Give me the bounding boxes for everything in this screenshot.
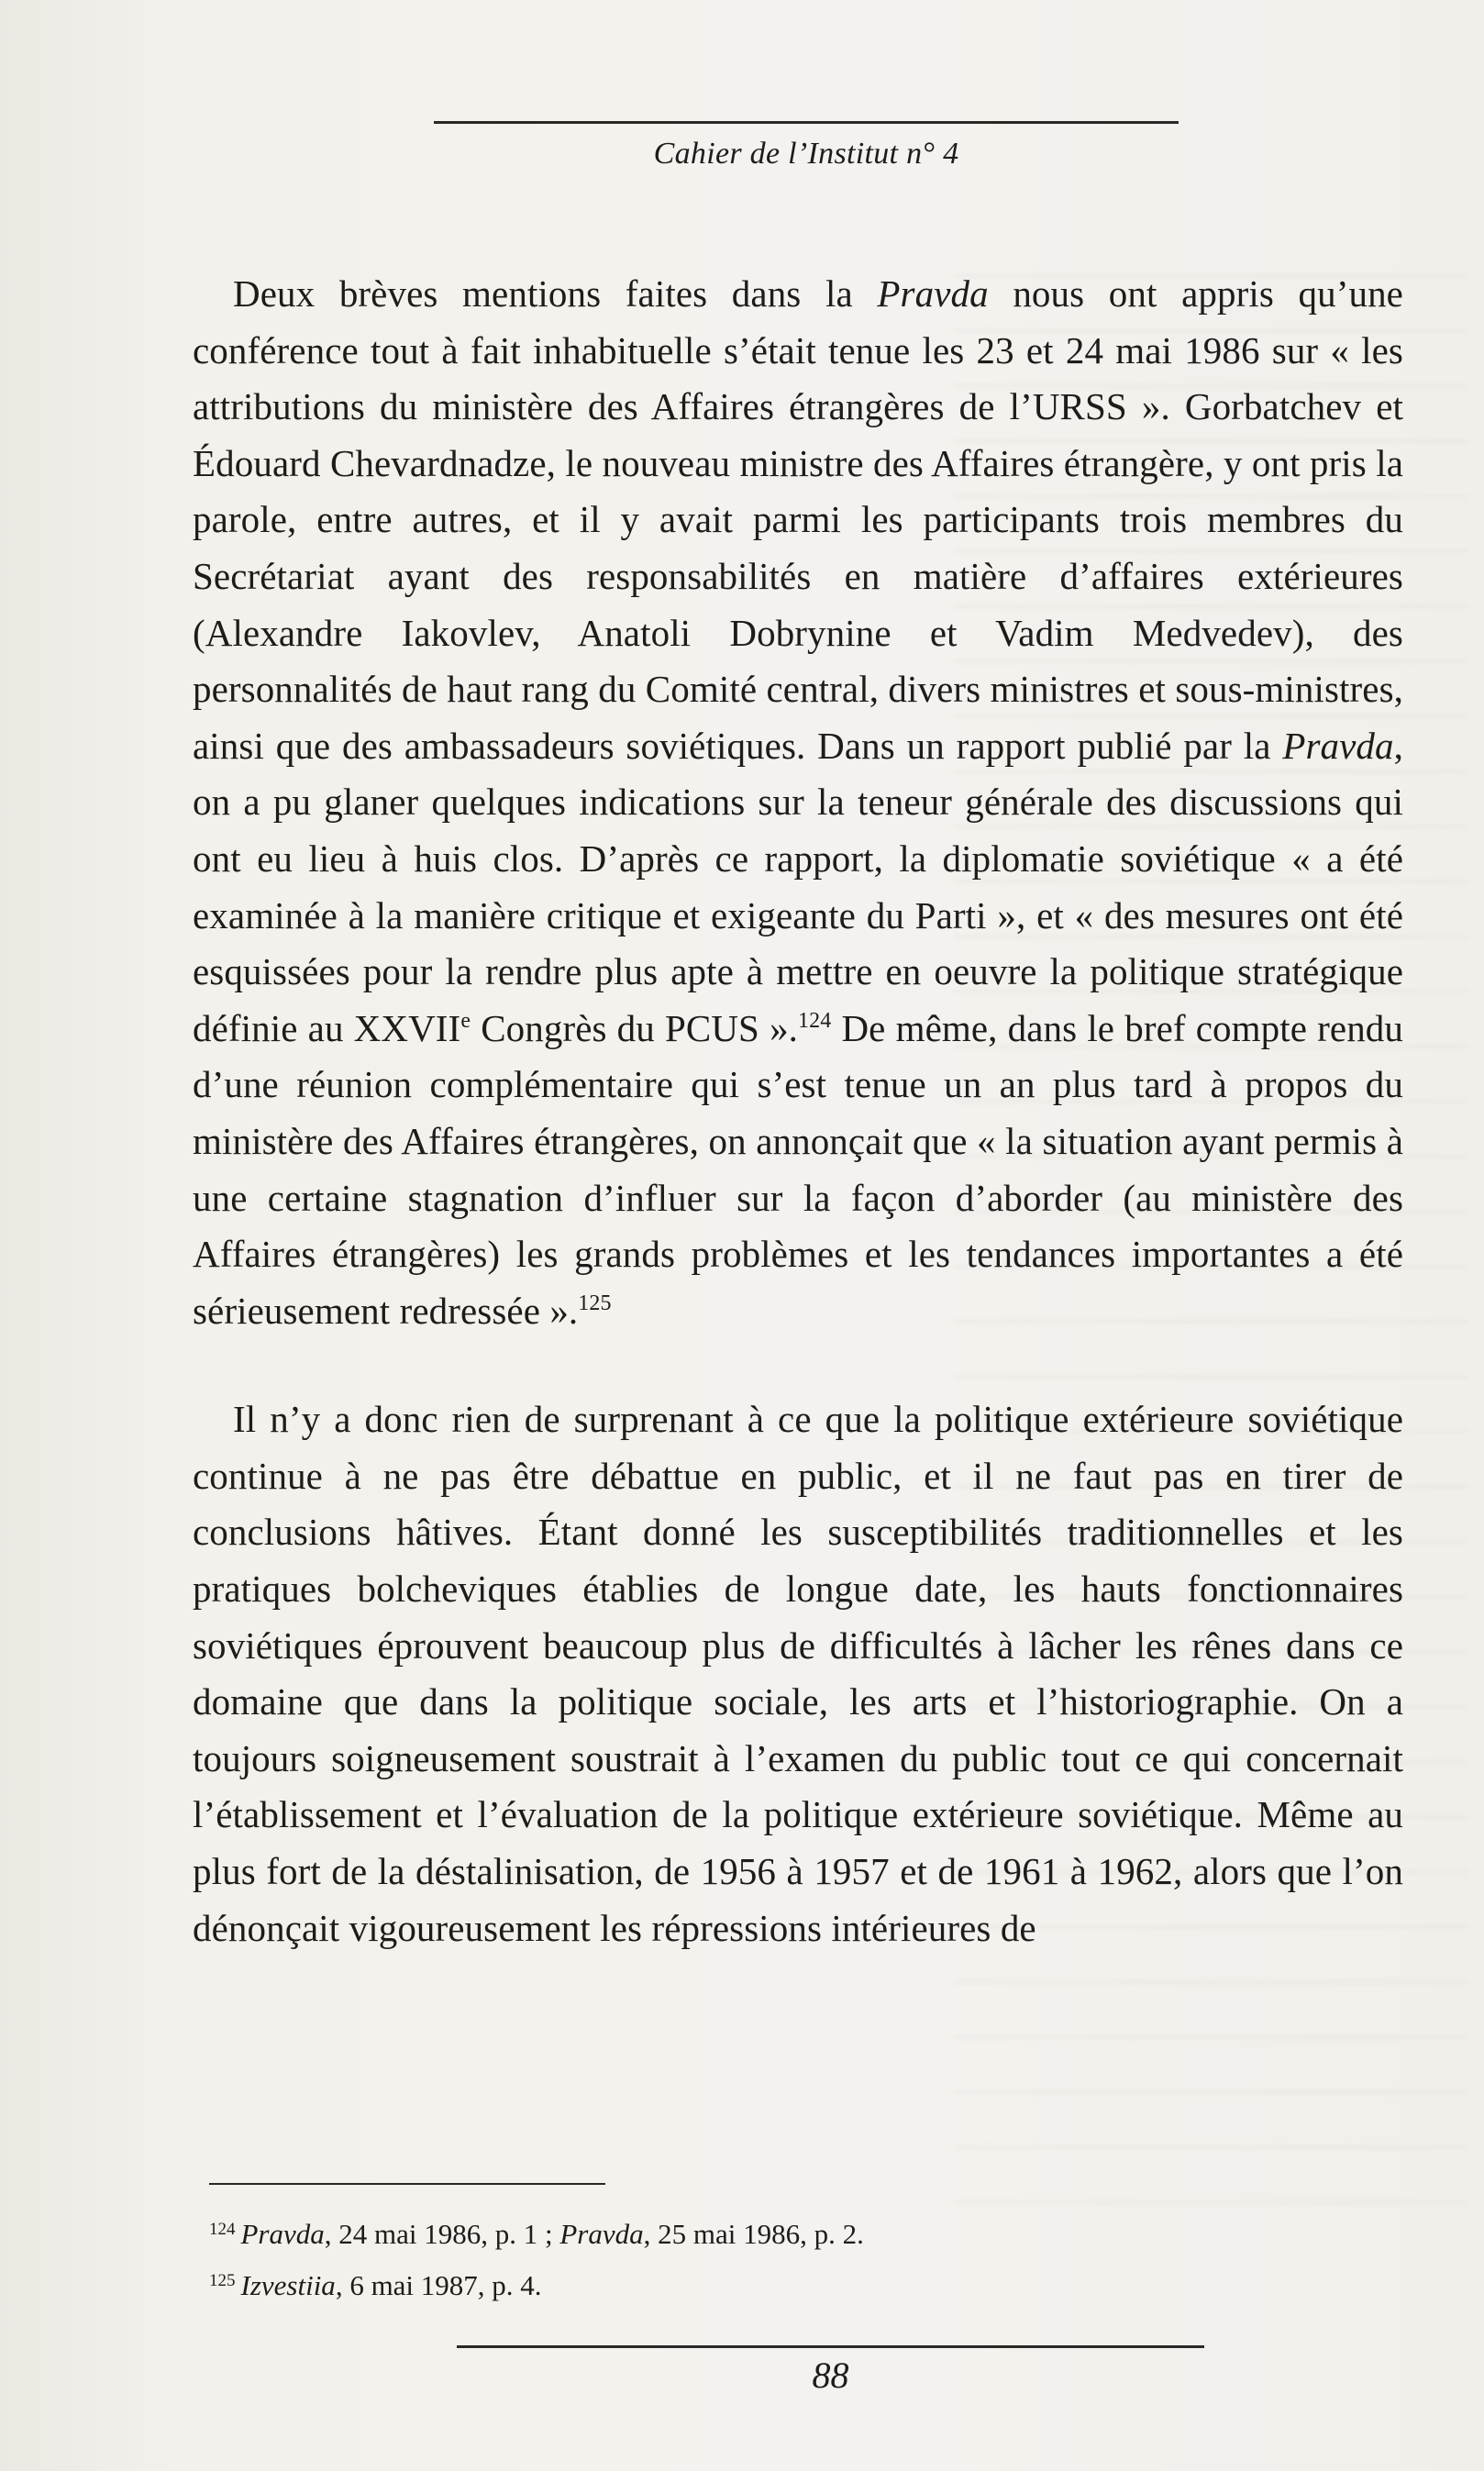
- paragraph-2: Il n’y a donc rien de surprenant à ce que la politique extérieure soviétique continue à ne pas être débattue en public, et il ne faut pas en tirer de conclusions hâtives. Étant donné les susceptibilités traditionnelles et les pratiques bolcheviques établies de longue date, les hauts fonctionnaires soviétiques éprouvent beaucoup plus de difficultés à lâcher les rênes dans ce domaine que dans la politique sociale, les arts et l’historiographie. On a toujours soigneusement soustrait à l’examen du public tout ce qui concernait l’établissement et l’évaluation de la politique extérieure soviétique. Même au plus fort de la déstalinisation, de 1956 à 1957 et de 1961 à 1962, alors que l’on dénonçait vigoureusement les répressions intérieures de: [193, 1398, 1403, 1949]
- footnote-rule: [209, 2183, 605, 2185]
- body-text: [193, 266, 1403, 1956]
- text-run: , 25 mai 1986, p. 2.: [643, 2218, 864, 2250]
- running-header: Cahier de l’Institut n° 4: [653, 137, 959, 171]
- footnotes: [209, 2209, 1218, 2311]
- superscript-e: e: [460, 1008, 471, 1033]
- italic-title: Pravda: [877, 272, 989, 315]
- italic-title: Izvestiia: [240, 2269, 336, 2301]
- footnote-124: [209, 2209, 1218, 2260]
- page-number: 88: [812, 2355, 849, 2396]
- text-run: Congrès du PCUS ».: [471, 1006, 799, 1049]
- footnote-number: 124: [209, 2220, 236, 2239]
- text-run: , on a pu glaner quelques indications sur la teneur générale des discussions qui ont eu lieu à huis clos. D’après ce rapport, la diplomatie soviétique « a été examinée à la manière critique et exigeante du Parti », et « des mesures ont été esquissées pour la rendre plus apte à mettre en oeuvre la politique stratégique définie au XXVII: [193, 724, 1403, 1049]
- italic-title: Pravda: [1282, 724, 1394, 767]
- text-run: , 24 mai 1986, p. 1 ;: [324, 2218, 560, 2250]
- text-run: nous ont appris qu’une conférence tout à fait inhabituelle s’était tenue les 23 et 24 mai 1986 sur « les attributions du ministère des Affaires étrangères de l’URSS ». Gorbatchev et Édouard Chevardnadze, le nouveau ministre des Affaires étrangère, y ont pris la parole, entre autres, et il y avait parmi les participants trois membres du Secrétariat ayant des responsabilités en matière d’affaires extérieures (Alexandre Iakovlev, Anatoli Dobrynine et Vadim Medvedev), des personnalités de haut rang du Comité central, divers ministres et sous-ministres, ainsi que des ambassadeurs soviétiques. Dans un rapport publié par la: [193, 272, 1403, 767]
- footer-rule: [457, 2345, 1204, 2348]
- footnote-ref-124: 124: [798, 1008, 832, 1033]
- header-rule: [434, 121, 1179, 124]
- italic-title: Pravda: [240, 2218, 325, 2250]
- italic-title: Pravda: [559, 2218, 644, 2250]
- footnote-125: [209, 2260, 1218, 2311]
- paragraph-1: [193, 266, 1403, 1339]
- footnote-number: 125: [209, 2271, 236, 2290]
- text-run: Deux brèves mentions faites dans la: [233, 272, 878, 315]
- footnote-ref-125: 125: [578, 1291, 612, 1315]
- text-run: , 6 mai 1987, p. 4.: [335, 2269, 542, 2301]
- text-run: De même, dans le bref compte rendu d’une réunion complémentaire qui s’est tenue un an plus tard à propos du ministère des Affaires étrangères, on annonçait que « la situation ayant permis à une certaine stagnation d’influer sur la façon d’aborder (au ministère des Affaires étrangères) les grands problèmes et les tendances importantes a été sérieusement redressée ».: [193, 1006, 1403, 1332]
